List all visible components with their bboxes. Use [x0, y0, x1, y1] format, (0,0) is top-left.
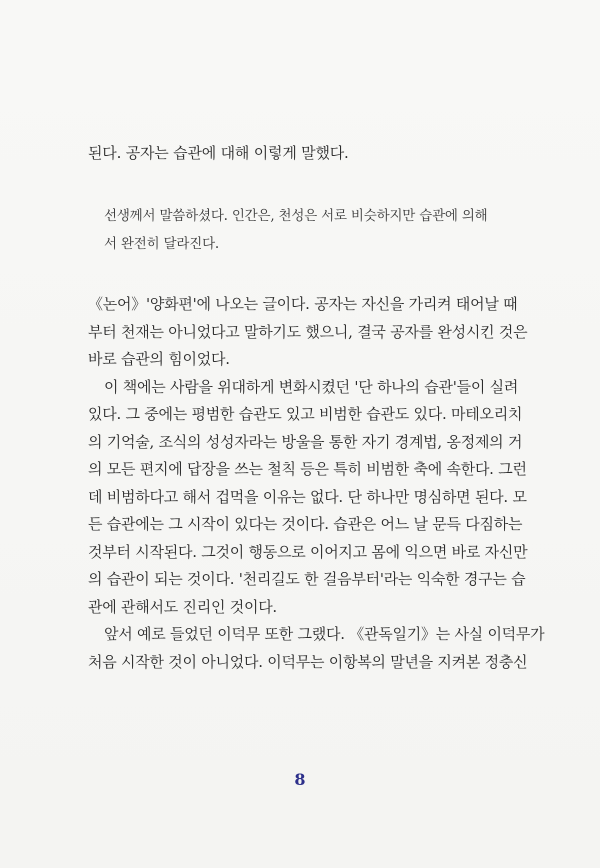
- body-line: 의 기억술, 조식의 성성자라는 방울을 통한 자기 경계법, 옹정제의 거: [88, 432, 523, 451]
- body-line: 앞서 예로 들었던 이덕무 또한 그랬다. 《관독일기》는 사실 이덕무가: [104, 625, 545, 643]
- body-line: 바로 습관의 힘이었다.: [88, 350, 230, 368]
- quote-line: 서 완전히 달라진다.: [104, 235, 220, 252]
- body-text: [88, 291, 545, 676]
- block-quote: [104, 202, 524, 257]
- body-line: 것부터 시작된다. 그것이 행동으로 이어지고 몸에 익으면 바로 자신만: [88, 542, 528, 561]
- body-line: 《논어》'양화편'에 나오는 글이다. 공자는 자신을 가리켜 태어날 때: [88, 295, 518, 313]
- body-line: 의 습관이 되는 것이다. '천리길도 한 걸음부터'라는 익숙한 경구는 습: [88, 570, 526, 588]
- quote-line: 선생께서 말씀하셨다. 인간은, 천성은 서로 비슷하지만 습관에 의해: [104, 208, 488, 224]
- body-line: 관에 관해서도 진리인 것이다.: [88, 597, 277, 616]
- body-line: 데 비범하다고 해서 겁먹을 이유는 없다. 단 하나만 명심하면 된다. 모: [88, 487, 527, 506]
- intro-line: 된다. 공자는 습관에 대해 이렇게 말했다.: [88, 144, 349, 162]
- body-line: 의 모든 편지에 답장을 쓰는 철칙 등은 특히 비범한 축에 속한다. 그런: [88, 460, 527, 478]
- page-number: 8: [294, 770, 306, 789]
- body-line: 부터 천재는 아니었다고 말하기도 했으니, 결국 공자를 완성시킨 것은: [88, 322, 528, 341]
- body-line: 이 책에는 사람을 위대하게 변화시켰던 '단 하나의 습관'들이 실려: [104, 377, 519, 396]
- body-line: 든 습관에는 그 시작이 있다는 것이다. 습관은 어느 날 문득 다짐하는: [88, 515, 523, 533]
- body-line: 처음 시작한 것이 아니었다. 이덕무는 이항복의 말년을 지켜본 정충신: [88, 652, 528, 671]
- body-line: 있다. 그 중에는 평범한 습관도 있고 비범한 습관도 있다. 마테오리치: [88, 405, 523, 423]
